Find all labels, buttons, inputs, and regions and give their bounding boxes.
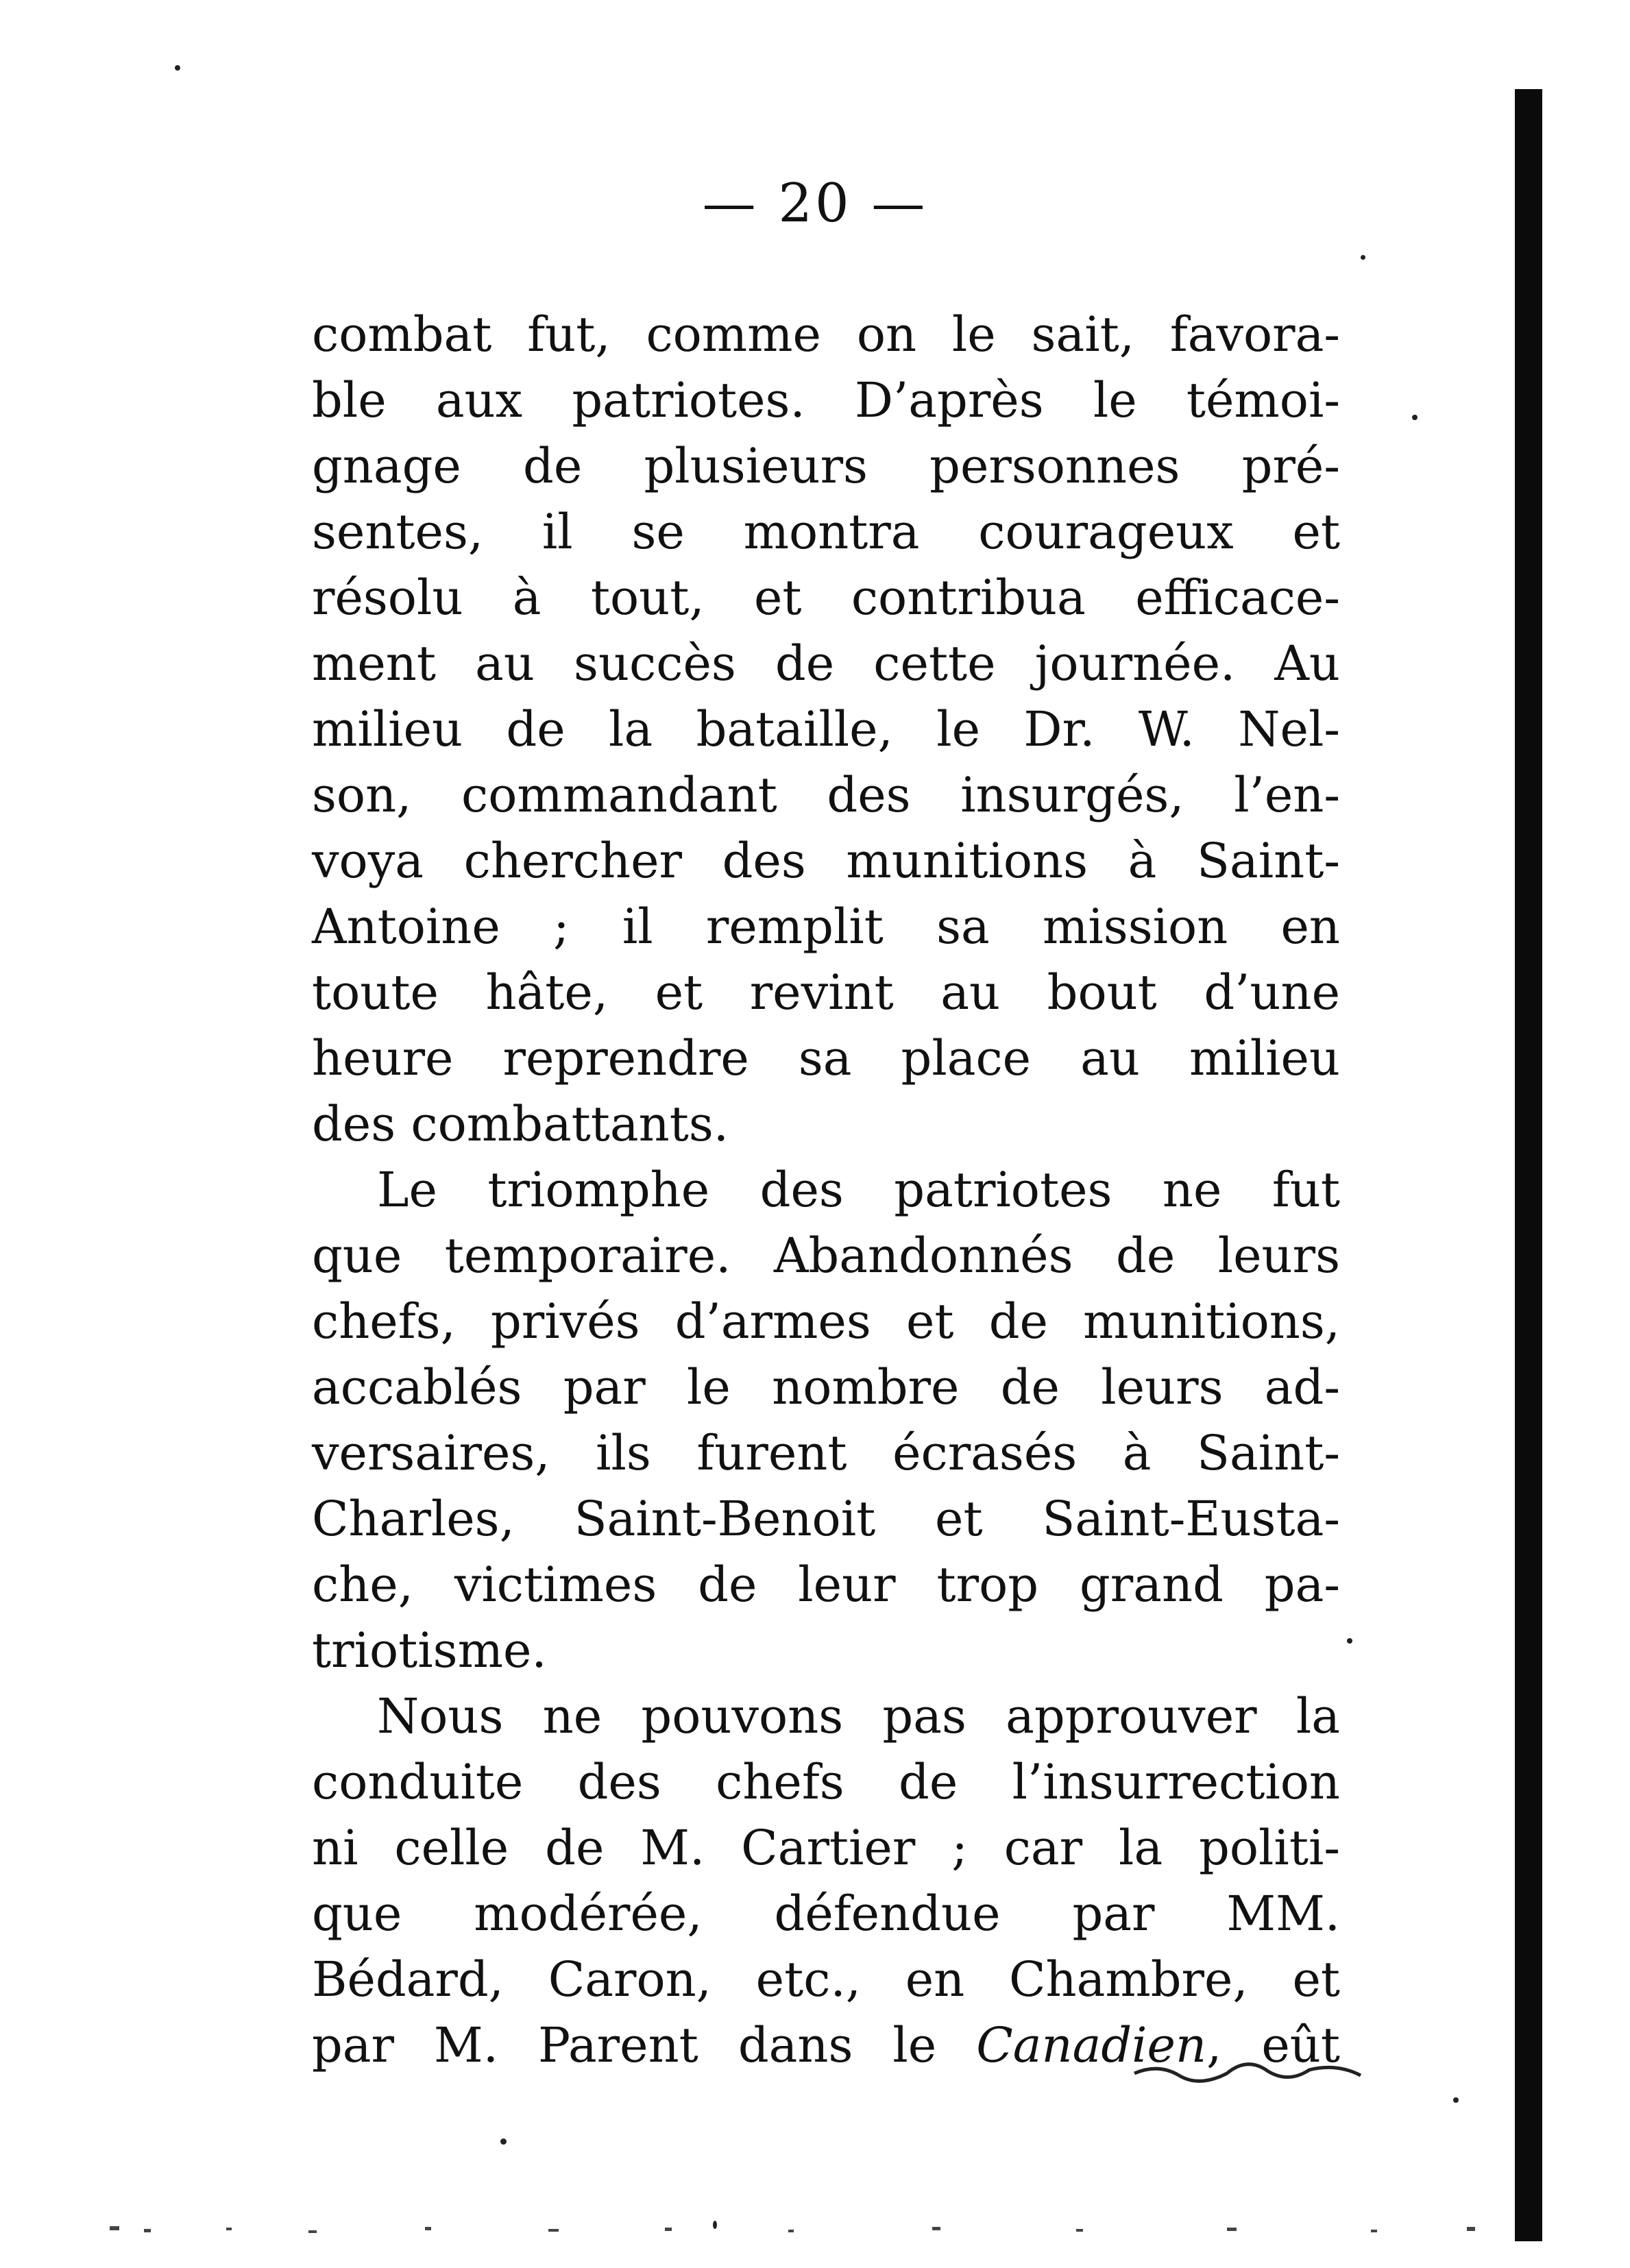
text-line: toute hâte, et revint au bout d’une xyxy=(312,964,1340,1021)
text-line: conduite des chefs de l’insurrection xyxy=(312,1754,1340,1810)
text-line: ni celle de M. Cartier ; car la politi- xyxy=(312,1820,1340,1876)
newspaper-title: Canadien xyxy=(976,2017,1207,2073)
text-line: triotisme. xyxy=(312,1622,547,1679)
text-line: Antoine ; il remplit sa mission en xyxy=(312,899,1340,955)
print-speck xyxy=(500,2138,507,2145)
text-line: che, victimes de leur trop grand pa- xyxy=(312,1557,1340,1613)
body-text xyxy=(312,302,1340,2078)
text-line: Bédard, Caron, etc., en Chambre, et xyxy=(312,1951,1340,2008)
text-line: que modérée, défendue par MM. xyxy=(312,1886,1340,1942)
text-line: gnage de plusieurs personnes pré- xyxy=(312,438,1340,494)
print-speck xyxy=(1361,255,1365,260)
text-line: ment au succès de cette journée. Au xyxy=(312,635,1340,692)
text-line: que temporaire. Abandonnés de leurs xyxy=(312,1228,1340,1284)
page-edge-shadow xyxy=(1515,89,1542,2241)
text-line: accablés par le nombre de leurs ad- xyxy=(312,1359,1340,1415)
print-speck xyxy=(1347,1638,1352,1644)
scan-noise xyxy=(103,2221,1515,2241)
text-fragment: par M. Parent dans le xyxy=(312,2017,977,2073)
text-fragment: , eût xyxy=(1206,2017,1340,2073)
text-line: ble aux patriotes. D’après le témoi- xyxy=(312,372,1340,428)
text-line: voya chercher des munitions à Saint- xyxy=(312,833,1340,889)
text-line: Le triomphe des patriotes ne fut xyxy=(377,1162,1340,1218)
text-line: versaires, ils furent écrasés à Saint- xyxy=(312,1425,1340,1481)
text-line: résolu à tout, et contribua efficace- xyxy=(312,570,1340,626)
text-line: sentes, il se montra courageux et xyxy=(312,504,1340,560)
text-line: chefs, privés d’armes et de munitions, xyxy=(312,1293,1340,1350)
text-line: son, commandant des insurgés, l’en- xyxy=(312,767,1340,823)
text-line: des combattants. xyxy=(312,1096,729,1152)
print-speck xyxy=(1412,415,1418,420)
text-line: heure reprendre sa place au milieu xyxy=(312,1030,1340,1086)
printers-ornament xyxy=(1131,2049,1364,2097)
text-line: milieu de la bataille, le Dr. W. Nel- xyxy=(312,701,1340,757)
text-line: combat fut, comme on le sait, favora- xyxy=(312,306,1340,363)
page-number: — 20 — xyxy=(702,173,928,234)
text-line: Nous ne pouvons pas approuver la xyxy=(377,1688,1340,1744)
print-speck xyxy=(1453,2097,1459,2103)
print-speck xyxy=(175,65,180,71)
text-line: Charles, Saint-Benoit et Saint-Eusta- xyxy=(312,1491,1340,1547)
